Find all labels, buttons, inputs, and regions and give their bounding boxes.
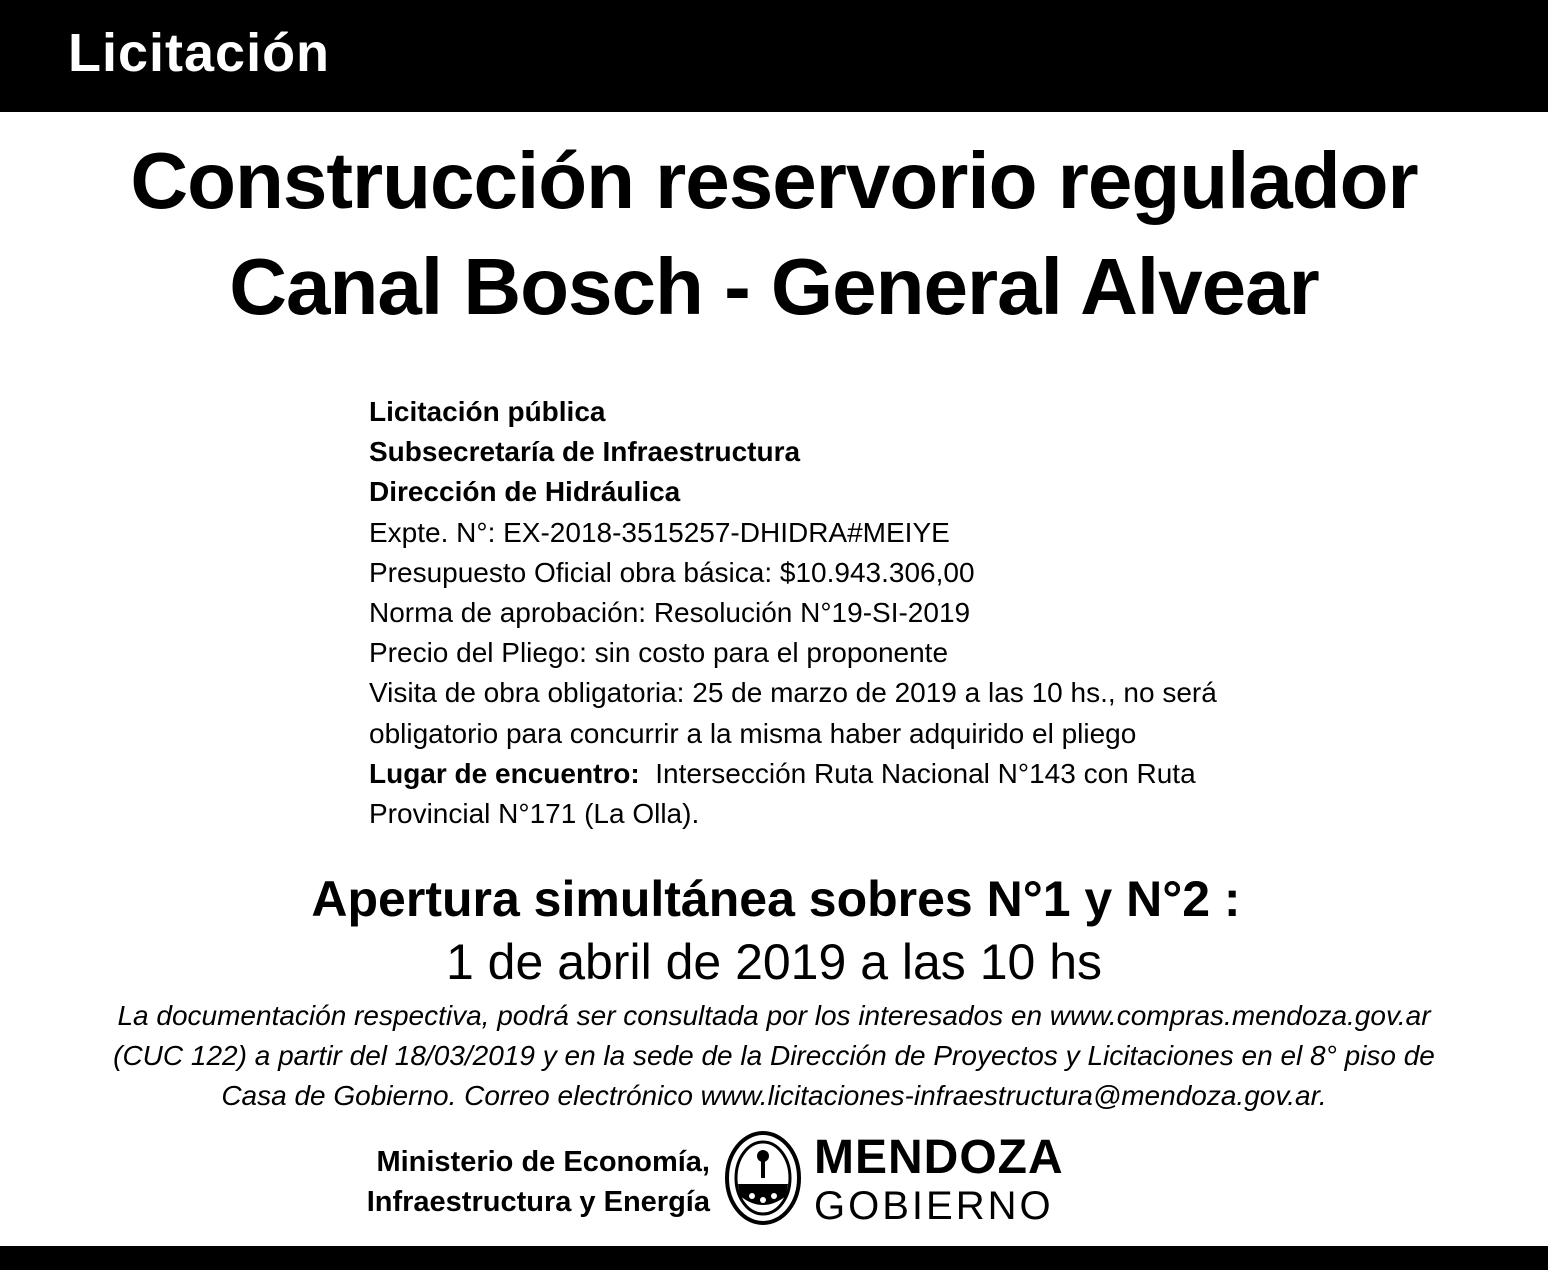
detail-type: Licitación pública xyxy=(369,396,606,427)
bottom-bar xyxy=(0,1246,1548,1270)
header-label: Licitación xyxy=(68,23,331,83)
brand-sub: GOBIERNO xyxy=(814,1184,1054,1228)
detail-lugar xyxy=(369,754,1369,794)
detail-visita-line-2: obligatorio para concurrir a la misma haber adquirido el pliego xyxy=(369,717,1137,749)
detail-lugar-line-2: Provincial N°171 (La Olla). xyxy=(369,798,700,830)
ministry-line-1: Ministerio de Economía, xyxy=(376,1146,710,1178)
note-line-3: Casa de Gobierno. Correo electrónico www.licitaciones-infraestructura@mendoza.gov.ar. xyxy=(221,1080,1327,1111)
apertura-date: 1 de abril de 2019 a las 10 hs xyxy=(445,934,1103,990)
detail-lugar-value: Intersección Ruta Nacional N°143 con Ruta xyxy=(655,757,1196,789)
note-line-1: La documentación respectiva, podrá ser consultada por los interesados en www.compras.mendoza.gov.ar xyxy=(117,1000,1431,1031)
detail-expediente: Expte. N°: EX-2018-3515257-DHIDRA#MEIYE xyxy=(369,516,950,548)
brand-main: MENDOZA xyxy=(814,1131,1064,1184)
title-line-1: Construcción reservorio regulador xyxy=(130,136,1418,225)
apertura-heading: Apertura simultánea sobres N°1 y N°2 : xyxy=(311,871,1241,927)
footer xyxy=(0,1128,1548,1228)
detail-direccion: Dirección de Hidráulica xyxy=(369,476,681,508)
details-block xyxy=(369,392,1369,834)
detail-lugar-label: Lugar de encuentro: xyxy=(369,757,640,789)
title-line-2: Canal Bosch - General Alvear xyxy=(229,242,1319,331)
detail-presupuesto: Presupuesto Oficial obra básica: $10.943.306,00 xyxy=(369,556,975,588)
ministry-name xyxy=(367,1142,710,1222)
note-line-2: (CUC 122) a partir del 18/03/2019 y en la sede de la Dirección de Proyectos y Licitaciones en el 8° piso de xyxy=(113,1040,1435,1071)
documentation-note xyxy=(20,996,1528,1116)
header-bar xyxy=(0,0,1548,112)
apertura-block xyxy=(0,866,1548,992)
detail-visita-line-1: Visita de obra obligatoria: 25 de marzo de 2019 a las 10 hs., no será xyxy=(369,677,1217,709)
mendoza-logo xyxy=(814,1132,1064,1228)
page-title xyxy=(0,128,1548,340)
detail-norma: Norma de aprobación: Resolución N°19-SI-2019 xyxy=(369,597,971,629)
detail-subsecretaria: Subsecretaría de Infraestructura xyxy=(369,436,801,468)
ministry-line-2: Infraestructura y Energía xyxy=(366,1186,710,1218)
detail-precio: Precio del Pliego: sin costo para el proponente xyxy=(369,637,949,669)
mendoza-seal-icon xyxy=(724,1130,802,1226)
